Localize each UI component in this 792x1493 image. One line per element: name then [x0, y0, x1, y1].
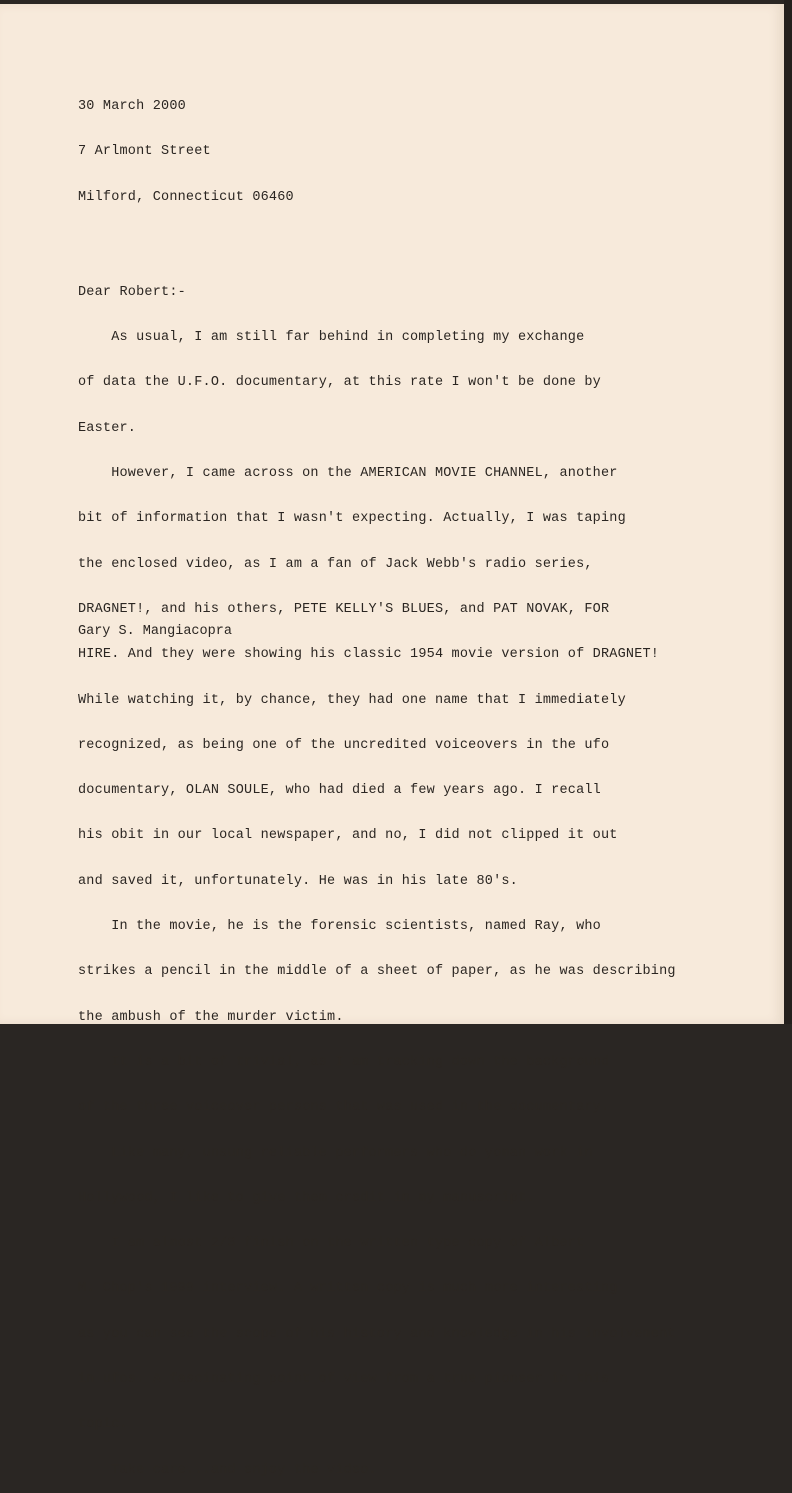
page-edge-shadow: [784, 0, 792, 1024]
address-line-street: 7 Arlmont Street: [78, 144, 211, 160]
body-line: of data the U.F.O. documentary, at this rate I won't be done by: [78, 375, 601, 391]
spacer: [78, 235, 676, 255]
body-line: Easter.: [78, 420, 137, 436]
body-line: in ufos. A fascinating point of view from a true pioneer in this: [78, 1372, 610, 1388]
body-line: bit of information that I wasn't expecting. Actually, I was taping: [78, 511, 626, 527]
body-line: However, I came across on the AMERICAN MOVIE CHANNEL, another: [78, 466, 618, 482]
body-line: M. Chop's 1999 interview. A written copy is much more interesting: [78, 1281, 618, 1297]
body-line: Hollywood, I like to give them credit in my manuscript.: [78, 1190, 535, 1206]
body-line: Take care...and enjoy the video.: [78, 1462, 377, 1478]
body-line: While watching it, by chance, they had one name that I immediately: [78, 692, 626, 708]
body-line: Like many, unsung reliable performers who do yoman work in: [78, 1145, 593, 1161]
body-line: As usual, I am still far behind in completing my exchange: [78, 330, 585, 346]
body-line: documentary, OLAN SOULE, who had died a few years ago. I recall: [78, 783, 601, 799]
letter-text: [78, 69, 676, 1493]
body-line: and saved it, unfortunately. He was in his late 80's.: [78, 873, 518, 889]
body-line: DRAGNET!, and his others, PETE KELLY'S BLUES, and PAT NOVAK, FOR: [78, 601, 610, 617]
body-line: recognized, as being one of the uncredited voiceovers in the ufo: [78, 737, 610, 753]
body-line: I am almost 2/3 finish on the written type copy of Albert: [78, 1236, 585, 1252]
body-line: It is a bit of trivial, as I am tracking down the background: [78, 1054, 610, 1070]
body-line: HIRE. And they were showing his classic 1954 movie version of DRAGNET!: [78, 647, 660, 663]
address-line-city: Milford, Connecticut 06460: [78, 189, 294, 205]
body-line: the enclosed video, as I am a fan of Jack Webb's radio series,: [78, 556, 593, 572]
salutation: Dear Robert:-: [78, 284, 186, 300]
body-line: In the movie, he is the forensic scientists, named Ray, who: [78, 919, 601, 935]
body-line: as you can see the scope of his history and knowledge in his involvement: [78, 1326, 676, 1342]
signature: Gary S. Mangiacopra: [78, 624, 232, 639]
address-line-date: 30 March 2000: [78, 99, 186, 114]
body-line: his obit in our local newspaper, and no, I did not clipped it out: [78, 828, 618, 844]
body-line: the ambush of the murder victim.: [78, 1009, 344, 1025]
body-line: strikes a pencil in the middle of a sheet of paper, as he was describing: [78, 964, 676, 980]
body-line: topic.: [78, 1417, 128, 1433]
body-line: of the three voiceover persons that was used in the documentary.: [78, 1100, 610, 1116]
